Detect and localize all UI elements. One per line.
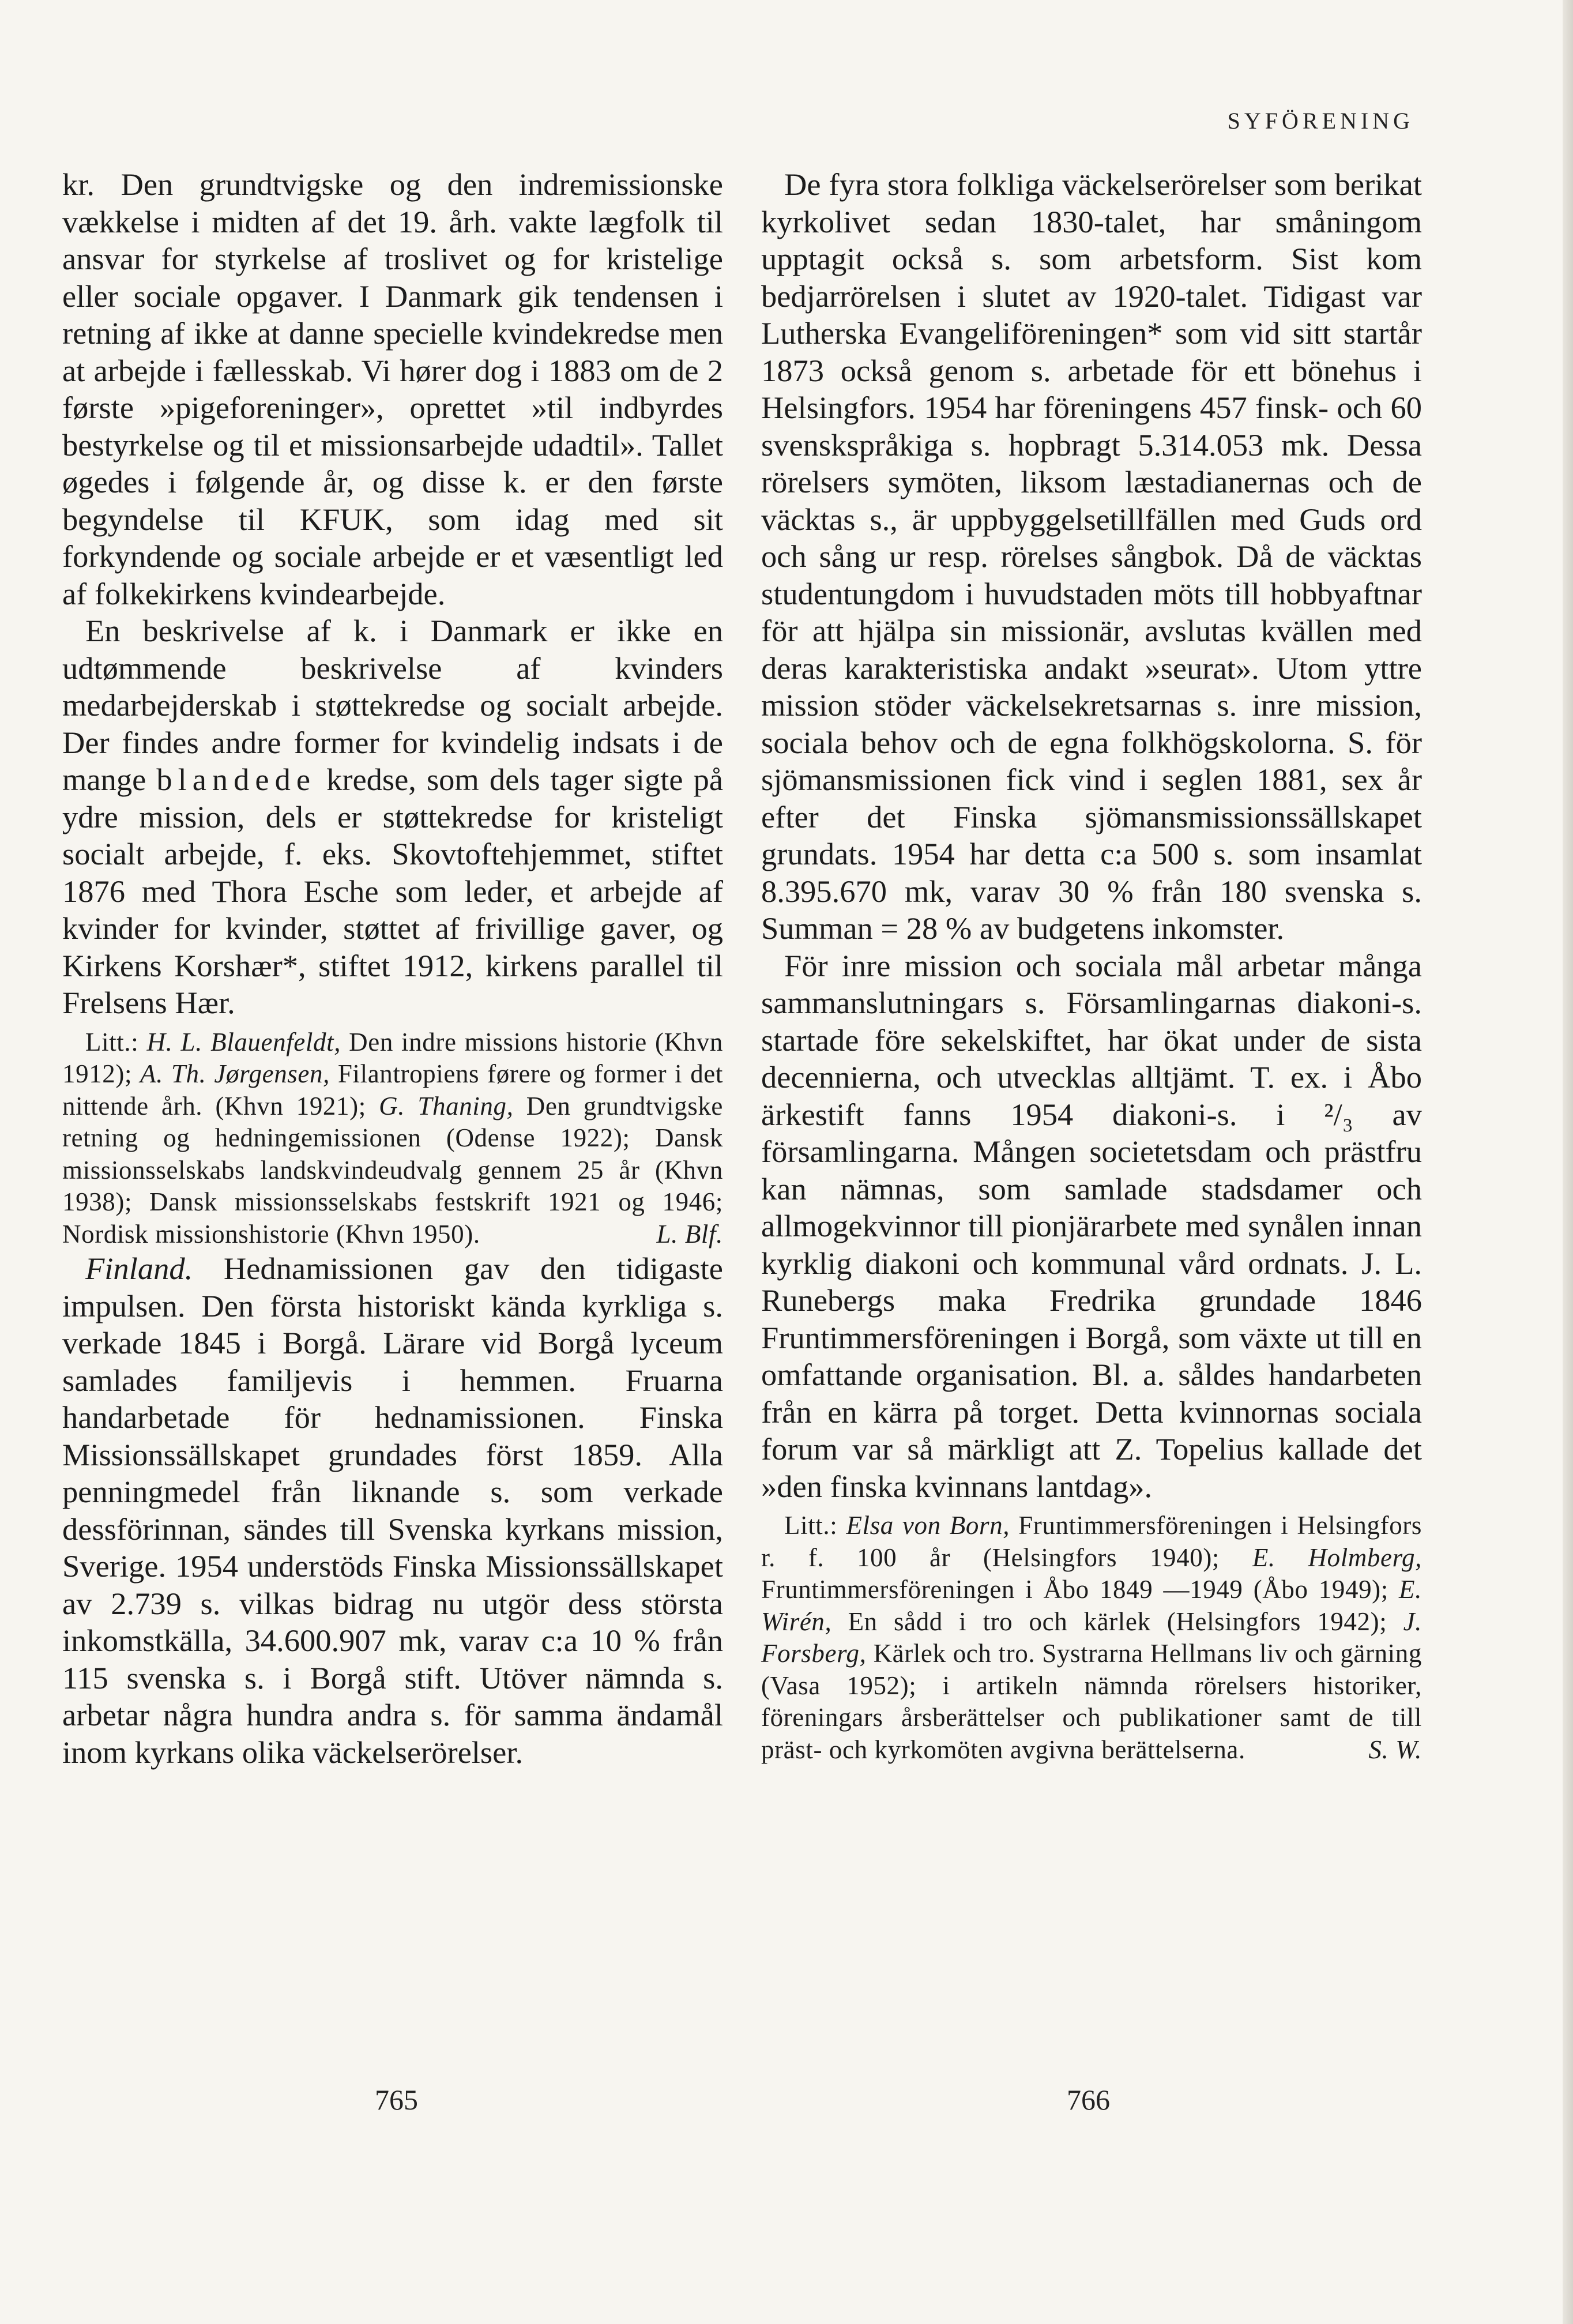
litt-title: Kärlek och tro. Systrarna Hellmans liv och gärning (Vasa 1952); i artikeln nämnda rörelsers historiker, föreningars årsberättelser och publikationer samt de till präst- och kyrkomöten avgivna berättelserna. [761, 1639, 1422, 1764]
litt-author: G. Thaning, [379, 1091, 514, 1120]
page-edge [1563, 0, 1573, 2324]
page-number-left: 765 [375, 2084, 418, 2116]
right-paragraph-1 [761, 166, 1422, 947]
author-signature: S. W. [1368, 1735, 1422, 1764]
author-signature: L. Blf. [656, 1219, 723, 1249]
litt-label: Litt.: [85, 1027, 139, 1056]
right-column [761, 166, 1422, 1766]
litt-author: H. L. Blauenfeldt, [146, 1027, 341, 1056]
left-literature [62, 1026, 723, 1251]
page-number-right: 766 [1067, 2084, 1110, 2116]
right-literature [761, 1510, 1422, 1766]
left-finland-section [62, 1250, 723, 1771]
litt-author: E. Holmberg, [1252, 1543, 1422, 1572]
litt-title: Den grundtvigske retning og hedningemissionen (Odense 1922); Dansk missionsselskabs landskvindeudvalg gennem 25 år (Khvn 1938); Dansk missionsselskabs festskrift 1921 og 1946; Nordisk missionshistorie (Khvn 1950). [62, 1091, 723, 1249]
left-p2-spaced-word: blandede [156, 762, 317, 797]
litt-label: Litt.: [784, 1511, 838, 1540]
fraction: ²/₃ [1324, 1096, 1353, 1132]
litt-author: J. Forsberg, [761, 1607, 1422, 1668]
right-p2-text-b: av församlingarna. Mången societetsdam och prästfru kan nämnas, som samlade stadsdamer och allmogekvinnor till pionjärarbete med synålen innan kyrklig diakoni och kommunal vård ordnats. J. L. Runebergs maka Fredrika grundade 1846 Fruntimmersföreningen i Borgå, som växte ut till en omfattande organisation. Bl. a. såldes handarbeten från en kärra på torget. Detta kvinnornas sociala forum var så märkligt att Z. Topelius kallade det »den finska kvinnans lantdag». [761, 1096, 1422, 1504]
litt-title: Filantropiens førere og former i det nittende årh. (Khvn 1921); [62, 1059, 723, 1120]
finland-text: Hednamissionen gav den tidigaste impulsen. Den första historiskt kända kyrkliga s. verkade 1845 i Borgå. Lärare vid Borgå lyceum samlades familjevis i hemmen. Fruarna handarbetade för hednamissionen. Finska Missionssällskapet grundades först 1859. Alla penningmedel från liknande s. som verkade dessförinnan, sändes till Svenska kyrkans mission, Sverige. 1954 understöds Finska Missionssällskapet av 2.739 s. vilkas bidrag nu utgör dess största inkomstkälla, 34.600.907 mk, varav c:a 10 % från 115 svenska s. i Borgå stift. Utöver nämnda s. arbetar några hundra andra s. för samma ändamål inom kyrkans olika väckelserörelser. [62, 1251, 723, 1770]
running-head: SYFÖRENING [1227, 108, 1414, 134]
left-p2-text-a: En beskrivelse af k. i Danmark er ikke en udtømmende beskrivelse af kvinders medarbejderskab i støttekredse og socialt arbejde. Der findes andre former for kvindelig indsats i de mange [62, 613, 723, 797]
litt-author: A. Th. Jørgensen, [140, 1059, 330, 1088]
litt-author: E. Wirén, [761, 1575, 1422, 1636]
right-paragraph-2 [761, 947, 1422, 1506]
left-p1-text: kr. Den grundtvigske og den indremissionske vækkelse i midten af det 19. årh. vakte lægfolk til ansvar for styrkelse af troslivet og for kristelige eller sociale opgaver. I Danmark gik tendensen i retning af ikke at danne specielle kvindekredse men at arbejde i fællesskab. Vi hører dog i 1883 om de 2 første »pigeforeninger», oprettet »til indbyrdes bestyrkelse og til et missionsarbejde udadtil». Tallet øgedes i følgende år, og disse k. er den første begyndelse til KFUK, som idag med sit forkyndende og sociale arbejde er et væsentligt led af folkekirkens kvindearbejde. [62, 167, 723, 611]
left-p2-text-b: kredse, som dels tager sigte på ydre mission, dels er støttekredse for kristeligt socialt arbejde, f. eks. Skovtoftehjemmet, stiftet 1876 med Thora Esche som leder, et arbejde af kvinder for kvinder, støttet af frivillige gaver, og Kirkens Korshær*, stiftet 1912, kirkens parallel til Frelsens Hær. [62, 762, 724, 1020]
left-paragraph-1 [62, 166, 723, 612]
left-paragraph-2 [62, 612, 723, 1022]
section-heading-finland: Finland. [85, 1251, 193, 1286]
left-column [62, 166, 723, 1771]
litt-title: En sådd i tro och kärlek (Helsingfors 1942); [848, 1607, 1387, 1636]
litt-title: Fruntimmersföreningen i Åbo 1849 —1949 (Åbo 1949); [761, 1575, 1388, 1604]
right-p1-text: De fyra stora folkliga väckelserörelser som berikat kyrkolivet sedan 1830-talet, har småningom upptagit också s. som arbetsform. Sist kom bedjarrörelsen i slutet av 1920-talet. Tidigast var Lutherska Evangeliföreningen* som vid sitt startår 1873 också genom s. arbetade för ett bönehus i Helsingfors. 1954 har föreningens 457 finsk- och 60 svenskspråkiga s. hopbragt 5.314.053 mk. Dessa rörelsers symöten, liksom læstadianernas och de väcktas s., är uppbyggelsetillfällen med Guds ord och sång ur resp. rörelses sångbok. Då de väcktas studentungdom i huvudstaden möts till hobbyaftnar för att hjälpa sin missionär, avslutas kvällen med deras karakteristiska andakt »seurat». Utom yttre mission stöder väckelsekretsarnas s. inre mission, sociala behov och de egna folkhögskolorna. S. för sjömansmissionen fick vind i seglen 1881, sex år efter det Finska sjömansmissionssällskapet grundats. 1954 har detta c:a 500 s. som insamlat 8.395.670 mk, varav 30 % från 180 svenska s. Summan = 28 % av budgetens inkomster. [761, 167, 1422, 946]
right-p2-text-a: För inre mission och sociala mål arbetar många sammanslutningars s. Församlingarnas diakoni-s. startade före sekelskiftet, har ökat under de sista decennierna, och utvecklas alltjämt. T. ex. i Åbo ärkestift fanns 1954 diakoni-s. i [761, 947, 1422, 1132]
litt-author: Elsa von Born, [846, 1511, 1010, 1540]
litt-title: Fruntimmersföreningen i Helsingfors r. f. 100 år (Helsingfors 1940); [761, 1511, 1422, 1572]
litt-title: Den indre missions historie (Khvn 1912); [62, 1027, 723, 1088]
